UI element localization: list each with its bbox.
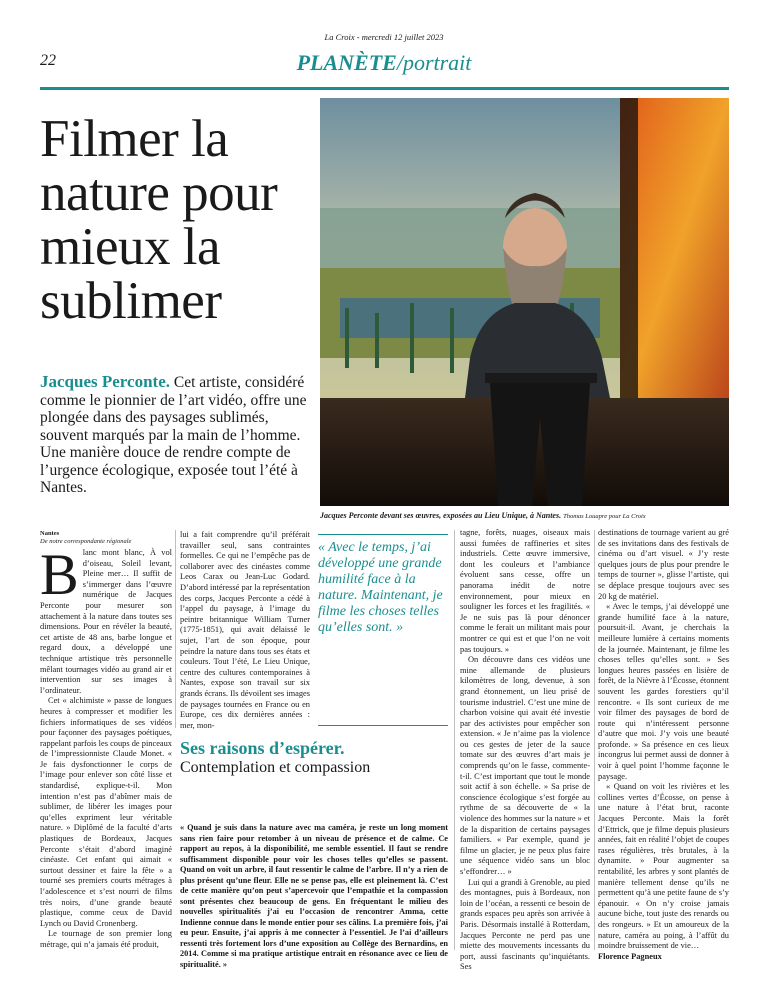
caption-text: Jacques Perconte devant ses œuvres, exposées au Lieu Unique, à Nantes.	[320, 511, 562, 520]
lead-paragraph	[40, 373, 312, 497]
section-label: PLANÈTE	[296, 50, 397, 75]
box-text: « Quand je suis dans la nature avec ma caméra, je reste un long moment sans rien faire pour retomber à un niveau de présence et de calme. Ce rapport au repos, à la disponibilité, me semble essentiel. Il faut se rendre suffisamment disponible pour voir les choses telles qu’elles se passent. Quand on voit un arbre, il faut ressentir le calme de l’arbre. Il n’y a rien de plus présent qu’une fleur. Elle ne se pense pas, elle est pleinement là. C’est de cette manière qu’on peut s’apercevoir que l’empathie et la compassion sont présentes chez beaucoup de gens. En fréquentant le milieu des nouvelles spiritualités j’ai eu l’occasion de rencontrer Amma, cette Indienne connue dans le monde entier pour ses câlins. La première fois, j’ai eu peur. Ensuite, j’ai appris à me connecter à l’essentiel. Je l’ai d’ailleurs ressenti très fortement lors d’une exposition au Collège des Bernardins, en 2014. Comme si ma pratique artistique entrait en résonance avec ce lieu de spiritualité. »	[180, 823, 448, 969]
lead-name: Jacques Perconte.	[40, 372, 170, 391]
dateline-place: Nantes	[40, 530, 60, 537]
col4-paragraph-1: destinations de tournage varient au gré de ses invitations dans des festivals de cinéma ou d’art visuel. « J’y reste quelques jours de plus pour prendre le temps de tourner », glisse l’artiste, qui se déplace presque toujours avec ses 20 kg de matériel.	[598, 528, 729, 601]
page-number: 22	[40, 52, 56, 69]
box-subtitle: Contemplation et compassion	[180, 759, 371, 776]
col4-paragraph-2: « Avec le temps, j’ai développé une grande humilité face à la nature, poursuit-il. Avant, je cherchais la meilleure lumière à certains moments de la journée. Maintenant, je filme les choses telles qu’elles sont. » Ses longues heures passées en lisière de forêt, de la Nièvre à l’Écosse, étonnent souvent les gardes forestiers qu’il rencontre. « Ils sont curieux de me voir filmer des paysages de bord de route qui n’intéressent personne d’autre que moi. J’y vois une beauté profonde. » Sa présence en ces lieux incongrus lui permet aussi de donner à voir à quel point l’homme façonne le paysage.	[598, 602, 729, 781]
column-divider	[594, 530, 595, 950]
header-rule	[40, 87, 729, 90]
drop-cap: B	[40, 542, 79, 607]
column-3	[460, 528, 590, 973]
col1-paragraph-1: lanc mont blanc, À vol d’oiseau, Soleil levant, Pleine mer… Il suffit de s’immerger dans l’œuvre numérique de Jacques Perconte pour mesurer son attachement à la nature dans toutes ses dimensions. Pour en révéler la beauté, cet artiste de 48 ans, barbe longue et regard doux, a développé une technique artistique très personnelle mêlant tournages vidéo au grand air et intervention sur ses images à l’ordinateur.	[40, 548, 172, 695]
column-2	[180, 530, 310, 731]
photo-caption	[320, 511, 729, 520]
column-divider	[175, 530, 176, 728]
column-1	[40, 542, 172, 951]
col4-paragraph-3: « Quand on voit les rivières et les collines vertes d’Écosse, on pense à une nature à l’état brut, raconte Jacques Perconte. Mais la forêt d’Ettrick, que je filme depuis plusieurs années, fait en réalité l’objet de coupes rases régulières, très brutales, à la dynamite. » Pour augmenter sa rentabilité, les arbres y sont plantés de manière tellement dense qu’ils ne permettent qu’à une petite faune de s’y épanouir. « On n’y croise jamais aucune biche, tout juste des renards ou des rongeurs. » Et un amoureux de la nature, caméra au poing, à l’affût du moindre bruissement de vie…	[598, 782, 729, 951]
col3-paragraph-1: tagne, forêts, nuages, oiseaux mais aussi fumées de raffineries et sites industriels. Cette œuvre immersive, dont les couleurs et l’ambiance évoluent sans cesse, offre un panorama inédit de notre environnement, pour mieux en souligner les forces et les fragilités. « Je ne suis pas là pour dénoncer comme le ferait un militant mais pour montrer ce qui est et que l’on ne voit pas toujours. »	[460, 528, 590, 654]
subsection-label: /portrait	[396, 50, 472, 75]
dateline-byline: De notre correspondante régionale	[40, 538, 132, 545]
col3-paragraph-2: On découvre dans ces vidéos une mine allemande de plusieurs kilomètres de long, devenue, à son grand étonnement, un lieu prisé de tourisme industriel. C’est une mine de charbon voisine qui avait été investie par des activistes pour empêcher son extension. « Je n’aime pas la violence ou ces gestes de jeter de la sauce tomate sur des œuvres d’art mais je comprends qu’on le fasse, commente-t-il. C’est important que tout le monde soit actif à son échelle. » Sa prise de conscience écologique s’est forgée au rythme de sa découverte de « la violence des hommes sur la nature » et de la disparition de certains paysages familiers. « Par exemple, quand je filme un glacier, je ne peux plus faire une séquence vidéo sans un bloc s’effondrer… »	[460, 655, 591, 876]
col3-paragraph-3: Lui qui a grandi à Grenoble, au pied des montagnes, puis à Bordeaux, non loin de l’océan, a ressenti ce besoin de grands espaces peu après son arrivée à Paris. Désormais installé à Rotterdam, Jacques Perconte ne perd pas une miette des mouvements incessants du port, aussi fascinants qu’inquiétants. Ses	[460, 877, 590, 972]
col2-paragraph-1: lui a fait comprendre qu’il préférait travailler seul, sans contraintes formelles. Ce qui ne l’empêche pas de collaborer avec des cinéastes comme Leos Carax ou Jean-Luc Godard. D’abord intéressé par la représentation des corps, Jacques Perconte a cédé à l’appel du paysage, à l’image du peintre britannique William Turner (1775-1851), qui avait délaissé le sujet, l’art de son époque, pour peindre la nature dans tous ses états et couleurs. Tout l’été, Le Lieu Unique, centre des cultures contemporaines à Nantes, expose son travail sur six grands écrans. Ils dévoilent ses images de paysages tournées en France ou en Europe, ces dix dernières années : mer, mon-	[180, 530, 310, 730]
section-rubric	[0, 50, 768, 76]
pullquote: « Avec le temps, j’ai développé une grande humilité face à la nature. Maintenant, je filme les choses telles qu’elles sont. »	[318, 540, 443, 635]
col1-paragraph-3: Le tournage de son premier long métrage, qui n’a jamais été produit,	[40, 929, 172, 949]
lead-text: Cet artiste, considéré comme le pionnier de l’art vidéo, offre une plongée dans des paysages sublimés, souvent marqués par la main de l’homme. Une manière douce de rendre compte de l’urgence écologique, exposée tout l’été à Nantes.	[40, 374, 307, 496]
box-title: Ses raisons d’espérer.	[180, 738, 345, 758]
portrait-photo	[320, 98, 729, 506]
masthead: La Croix - mercredi 12 juillet 2023	[324, 32, 444, 42]
pullquote-rule-top	[318, 534, 448, 535]
pullquote-rule-bottom	[318, 725, 448, 726]
column-4	[598, 528, 729, 962]
column-divider	[454, 530, 455, 950]
box-heading	[180, 738, 448, 777]
headline: Filmer la nature pour mieux la sublimer	[40, 110, 278, 330]
signature: Florence Pagneux	[598, 951, 662, 961]
col1-paragraph-2: Cet « alchimiste » passe de longues heures à compresser et modifier les fichiers informatiques de ses vidéos pour façonner des paysages poétiques, rappelant parfois les coups de pinceaux de l’impressionniste Claude Monet. « Je fais dysfonctionner le corps de l’image pour enlever son côté lisse et standardisé, explique-t-il. Mon intention n’est pas d’abîmer mais de sublimer, de libérer les images pour qu’elles expriment leur véritable nature. » Diplômé de la faculté d’arts plastiques de Bordeaux, Jacques Perconte s’était d’abord imaginé cinéaste. Cet enfant qui aimait « surtout dessiner et faire la fête » a tourné ses premiers courts métrages à l’adolescence et s’est nourri de films très noirs, d’une grande beauté plastique, comme ceux de David Lynch ou David Cronenberg.	[40, 696, 172, 928]
photo-credit: Thomas Louapre pour La Croix	[563, 513, 646, 520]
portrait-photo-icon	[320, 98, 729, 506]
